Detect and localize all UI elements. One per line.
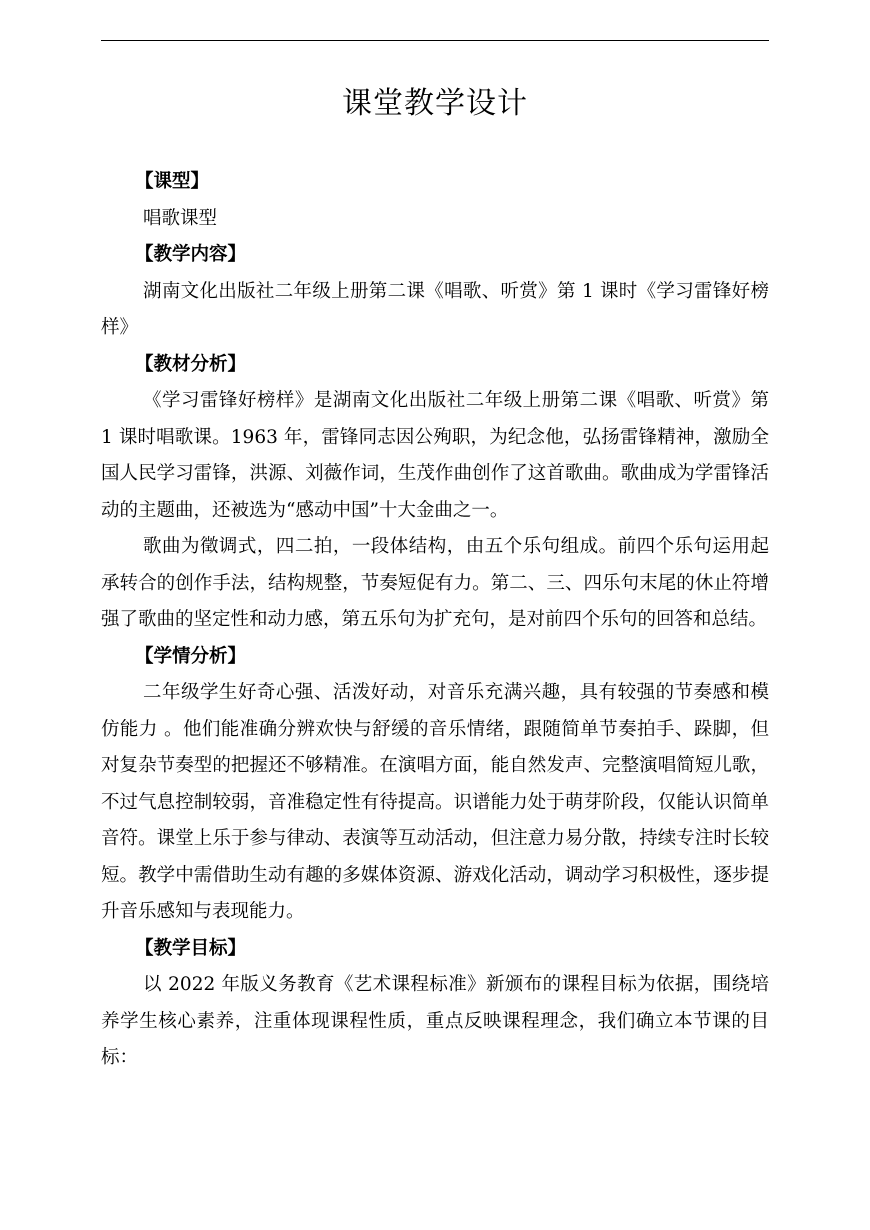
document-body bbox=[101, 164, 769, 1077]
paragraph: 歌曲为徵调式，四二拍，一段体结构，由五个乐句组成。前四个乐句运用起承转合的创作手法，结构规整，节奏短促有力。第二、三、四乐句末尾的休止符增强了歌曲的坚定性和动力感，第五乐句为扩充句，是对前四个乐句的回答和总结。 bbox=[101, 536, 769, 630]
paragraph: 唱歌课型 bbox=[143, 207, 218, 229]
paragraph: 湖南文化出版社二年级上册第二课《唱歌、听赏》第 1 课时《学习雷锋好榜样》 bbox=[101, 280, 769, 338]
section-heading-teaching-content: 【教学内容】 bbox=[135, 244, 247, 265]
document-title: 课堂教学设计 bbox=[342, 86, 528, 121]
header-rule bbox=[101, 40, 769, 41]
paragraph: 《学习雷锋好榜样》是湖南文化出版社二年级上册第二课《唱歌、听赏》第 1 课时唱歌课。1963 年，雷锋同志因公殉职，为纪念他，弘扬雷锋精神，激励全国人民学习雷锋，洪源、刘薇作词，生茂作曲创作了这首歌曲。歌曲成为学雷锋活动的主题曲，还被选为“感动中国”十大金曲之一。 bbox=[101, 390, 769, 521]
paragraph: 二年级学生好奇心强、活泼好动，对音乐充满兴趣，具有较强的节奏感和模仿能力 。他们能准确分辨欢快与舒缓的音乐情绪，跟随简单节奏拍手、跺脚，但对复杂节奏型的把握还不够精准。在演唱方面，能自然发声、完整演唱简短儿歌，不过气息控制较弱，音准稳定性有待提高。识谱能力处于萌芽阶段，仅能认识简单音符。课堂上乐于参与律动、表演等互动活动，但注意力易分散，持续专注时长较短。教学中需借助生动有趣的多媒体资源、游戏化活动，调动学习积极性，逐步提升音乐感知与表现能力。 bbox=[101, 682, 769, 922]
section-heading-lesson-type: 【课型】 bbox=[135, 171, 210, 192]
section-heading-student-analysis: 【学情分析】 bbox=[135, 645, 247, 667]
paragraph: 以 2022 年版义务教育《艺术课程标准》新颁布的课程目标为依据，围绕培养学生核心素养，注重体现课程性质，重点反映课程理念，我们确立本节课的目标： bbox=[101, 974, 769, 1068]
section-heading-teaching-goals: 【教学目标】 bbox=[135, 937, 247, 959]
section-heading-material-analysis: 【教材分析】 bbox=[135, 353, 247, 375]
